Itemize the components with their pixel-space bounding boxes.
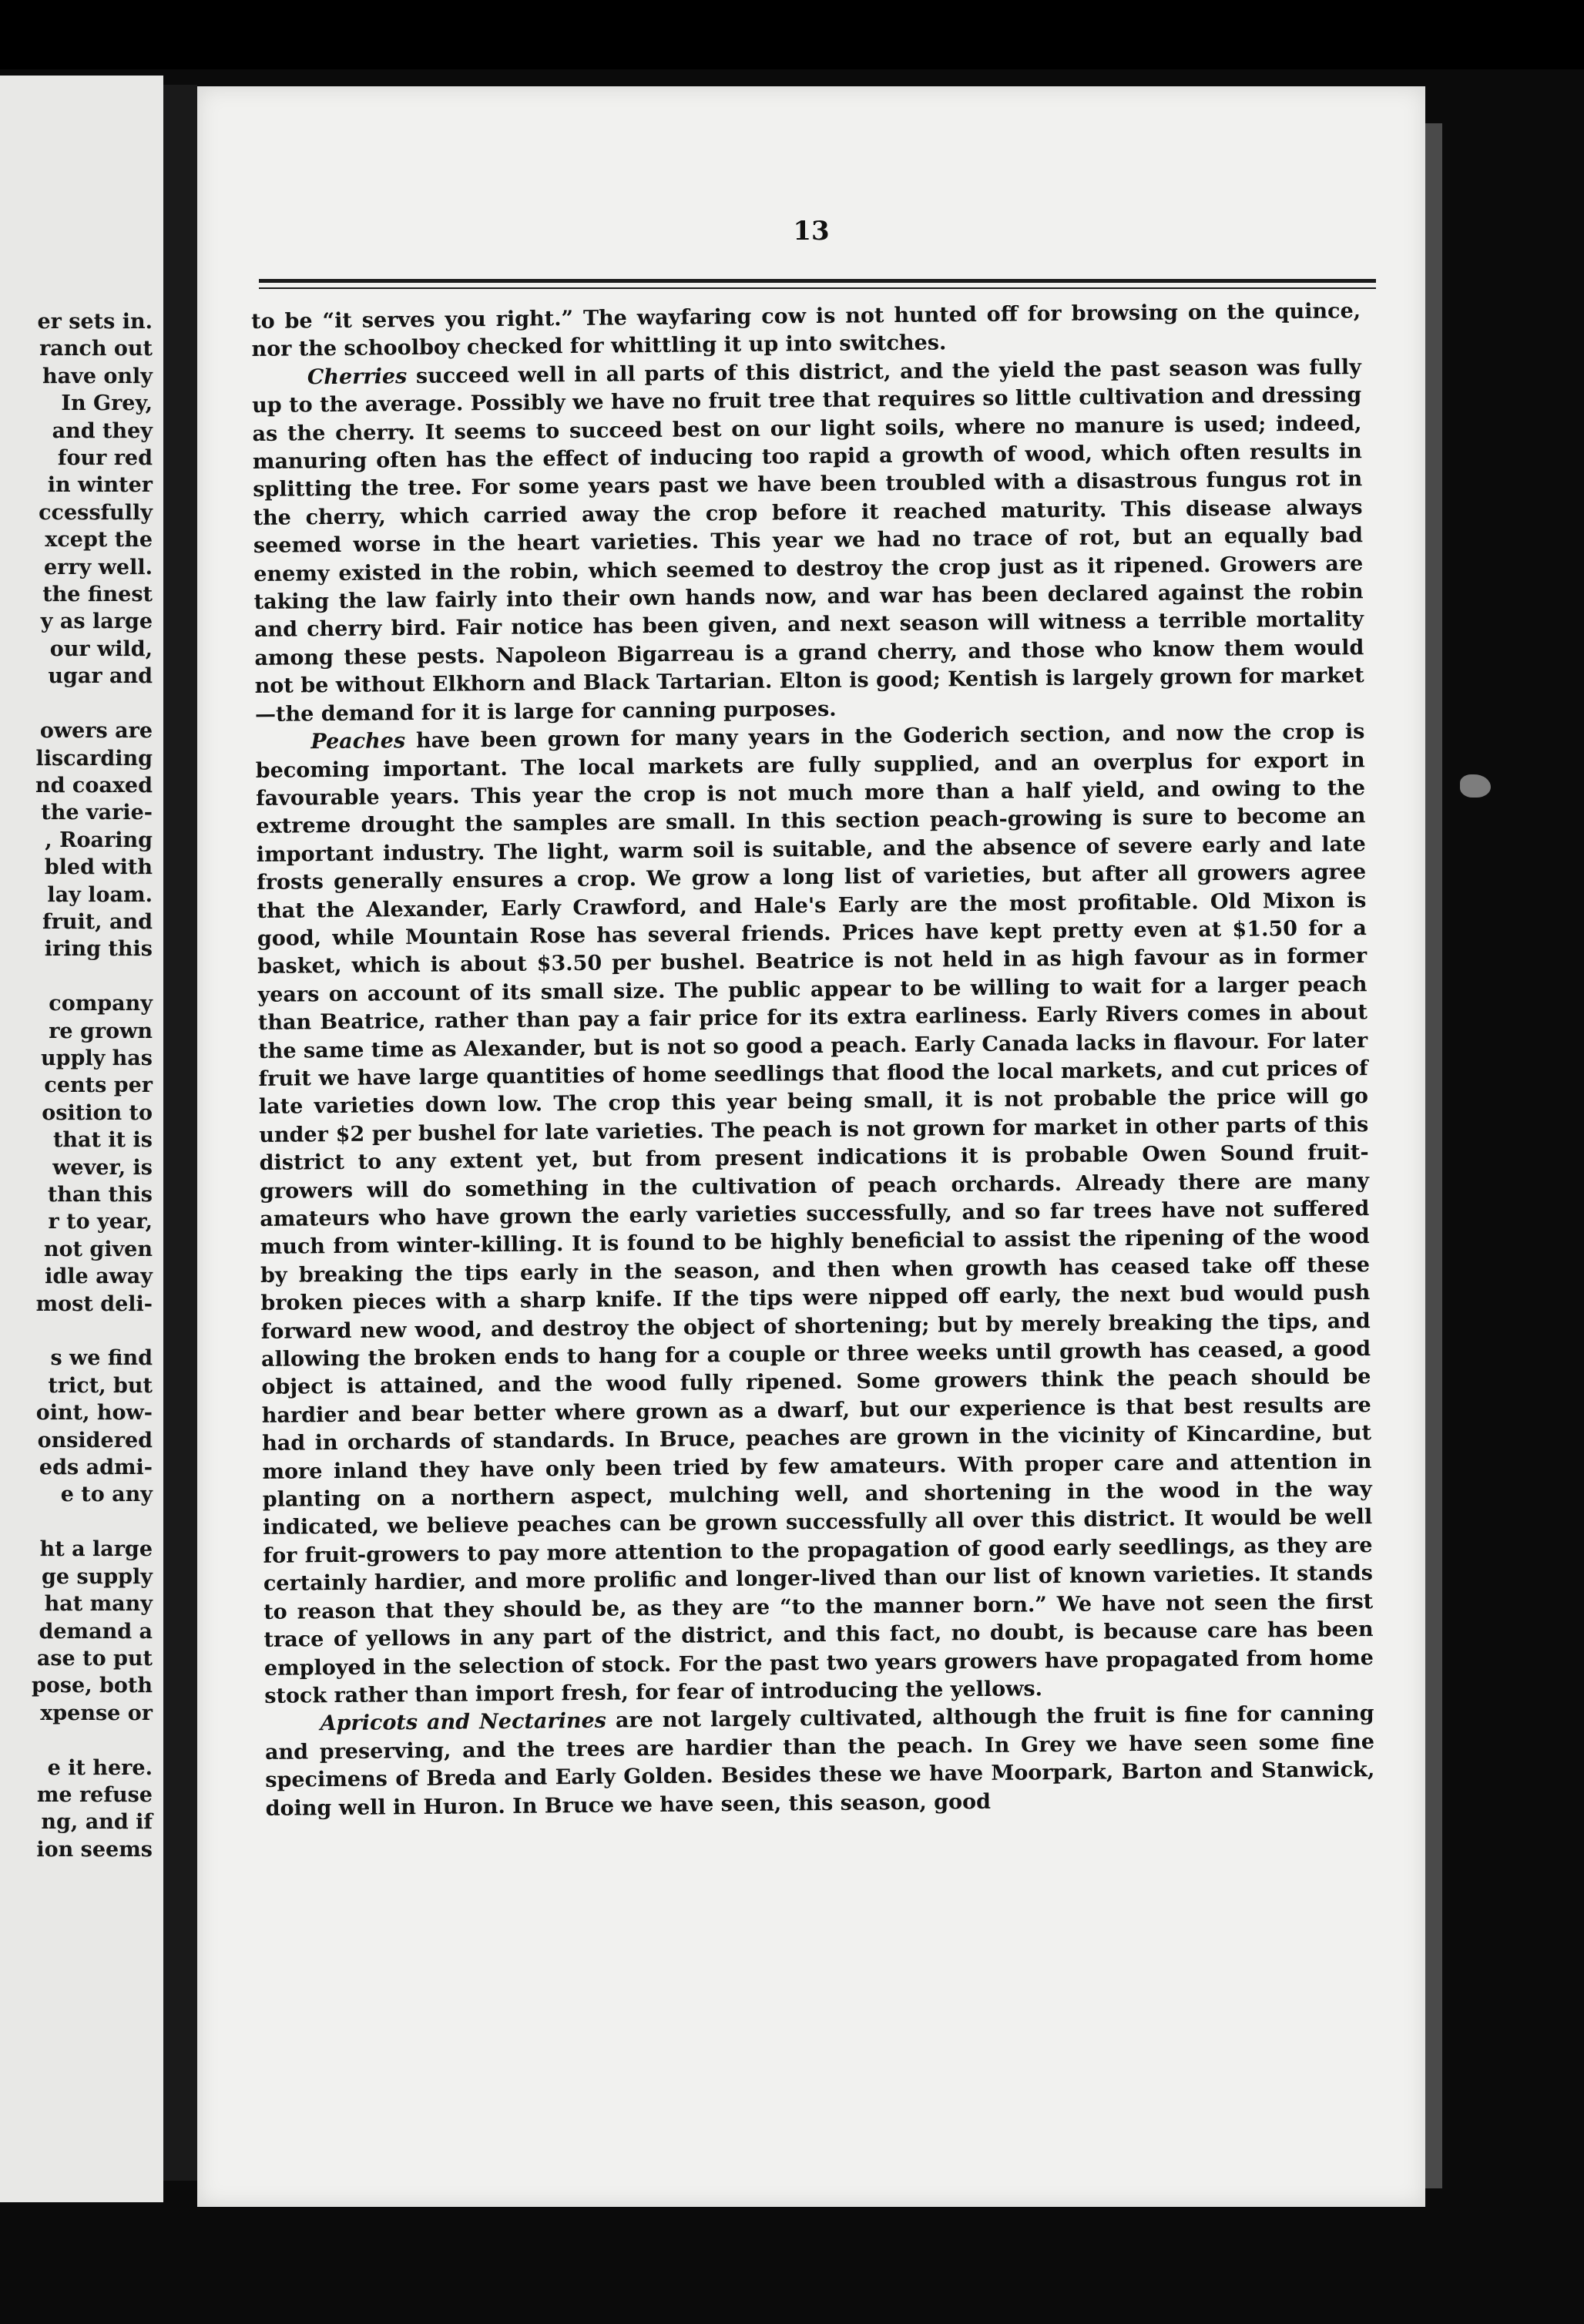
facing-page-line: cents per (44, 1073, 153, 1098)
facing-page-line: nd coaxed (35, 773, 153, 798)
facing-page-line: the varie- (41, 801, 153, 825)
facing-page-line: wever, is (52, 1155, 153, 1180)
facing-page-line: ranch out (39, 337, 153, 361)
facing-page-line: e to any (60, 1483, 153, 1507)
facing-page-line: me refuse (36, 1782, 153, 1807)
facing-page-line: ccessfully (39, 500, 153, 525)
facing-page-line: hat many (44, 1592, 153, 1617)
facing-page-line: oint, how- (35, 1401, 153, 1426)
facing-page-line: ht a large (39, 1537, 153, 1562)
facing-page-line: e it here. (47, 1755, 153, 1780)
facing-page-line: er sets in. (37, 310, 153, 334)
facing-page-line: idle away (45, 1264, 153, 1289)
header-rule-thick (259, 279, 1376, 283)
facing-page-line: most deli- (35, 1291, 153, 1316)
facing-page-line: our wild, (49, 636, 153, 661)
facing-page-line (0, 1318, 153, 1345)
facing-page-line: four red (57, 446, 153, 471)
facing-page-line: eds admi- (39, 1456, 153, 1480)
paragraph-apricots-nectarines (264, 1700, 1374, 1822)
facing-page-line: fruit, and (42, 909, 153, 934)
facing-page-line: onsidered (37, 1428, 153, 1452)
facing-page-line: bled with (44, 855, 153, 880)
facing-page-line: xpense or (40, 1701, 153, 1725)
header-rule-thin (259, 287, 1376, 289)
facing-page-line: that it is (52, 1128, 153, 1153)
facing-page-line: pose, both (31, 1674, 153, 1698)
facing-page-line: iring this (44, 937, 153, 962)
facing-page-line (0, 963, 153, 990)
facing-page-line: , Roaring (45, 828, 153, 852)
paragraph-peaches (255, 718, 1374, 1711)
facing-page-line: have only (42, 364, 153, 388)
facing-page-line: ugar and (48, 664, 153, 689)
facing-page-line: osition to (42, 1100, 153, 1125)
scan-debris (1460, 774, 1491, 798)
facing-page-line: erry well. (43, 555, 153, 579)
facing-page-line: than this (47, 1183, 153, 1207)
paragraph-continuation (251, 297, 1361, 364)
facing-page-line: in winter (47, 473, 153, 498)
facing-page-line: upply has (40, 1046, 153, 1070)
facing-page-line: r to year, (48, 1210, 153, 1234)
facing-page-line: demand a (39, 1619, 153, 1644)
facing-page-line: s we find (50, 1346, 153, 1371)
paragraph-text: have been grown for many years in the Goderich section, and now the crop is becoming important. The local markets are fully supplied, and an overplus for export in favourable years. This year the crop is not much more than a half yield, and owing to the extreme drought the samples are small. In this section peach-growing is sure to become an important industry. The light, warm soil is suitable, and the absence of severe early and late frosts generally ensures a crop. We grow a long list of varieties, but after all growers agree that the Alexander, Early Crawford, and Hale's Early are the most profitable. Old Mixon is good, while Mountain Rose has several friends. Prices have kept pretty even at $1.50 for a basket, which is about $3.50 per bushel. Beatrice is not held in as high favour as in former years on account of its small size. The public appear to be willing to wait for a larger peach than Beatrice, rather than pay a fair price for its extra earliness. Early Rivers comes in about the same time as Alexander, but is not so good a peach. Early Canada lacks in flavour. For later fruit we have large quantities of home seedlings that flood the local markets, and cut prices of late varieties down low. The crop this year being small, it is not probable the price will go under $2 per bushel for late varieties. The peach is not grown for market in other parts of this district to any extent yet, but from present indications it is probable Owen Sound fruit-growers will do something in the cultivation of peach orchards. Already there are many amateurs who have grown the early varieties successfully, and so far trees have not suffered much from winter-killing. It is found to be highly beneficial to assist the ripening of the wood by breaking the tips early in the season, and then when growth has ceased take off these broken pieces with a sharp knife. If the tips were nipped off early, the next bud would push forward new wood, and destroy the object of shortening; but by merely breaking the tips, and allowing the broken ends to hang for a couple or three weeks until growth has ceased, a good object is attained, and the wood fully ripened. Some growers think the peach should be hardier and bear better where grown as a dwarf, but our experience is that best results are had in orchards of standards. In Bruce, peaches are grown in the vicinity of Kincardine, but more inland they have only been tried by few amateurs. With proper care and attention in planting on a northern aspect, mulching well, and shortening in the wood in the way indicated, we believe peaches can be grown successfully all over this district. It would be well for fruit-growers to pay more attention to the propagation of good early seedlings, as they are certainly hardier, and more prolific and longer-lived than our list of known varieties. It stands to reason that they should be, as they are “to the manner born.” We have not seen the first trace of yellows in any part of the district, and this fact, no doubt, is because care has been employed in the selection of stock. For the past two years growers have propagated from home stock rather than import fresh, for fear of introducing the yellows. (255, 720, 1374, 1708)
facing-page-line: company (49, 992, 153, 1016)
facing-page-line (0, 1727, 153, 1754)
facing-page-line: y as large (40, 610, 153, 634)
scan-top-border (0, 0, 1584, 69)
facing-page-line: In Grey, (61, 391, 153, 416)
facing-page-line: ng, and if (41, 1810, 153, 1835)
book-gutter (163, 85, 197, 2181)
facing-page-line: the finest (42, 583, 153, 607)
paragraph-lead: Cherries (307, 364, 408, 390)
facing-page-line: ge supply (42, 1564, 153, 1589)
facing-page-line: xcept the (45, 528, 153, 552)
facing-page-line: liscarding (35, 746, 153, 771)
page-edge-shadow (1425, 123, 1442, 2188)
paragraph-cherries (252, 354, 1364, 729)
paragraph-text: are not largely cultivated, although the fruit is fine for canning and preserving, and the trees are hardier than the peach. In Grey we have seen some fine specimens of Breda and Early Golden. Besides these we have Moorpark, Barton and Stanwick, doing well in Huron. In Bruce we have seen, this season, good (264, 1701, 1375, 1821)
facing-page-line: and they (52, 418, 153, 443)
paragraph-lead: Peaches (310, 729, 406, 754)
book-page (197, 86, 1425, 2207)
page-number: 13 (793, 216, 830, 247)
facing-page-text (0, 308, 153, 1863)
facing-page-line: owers are (39, 719, 153, 744)
facing-page-line: ase to put (36, 1646, 153, 1671)
facing-page-fragment (0, 76, 163, 2202)
paragraph-lead: Apricots and Nectarines (320, 1708, 607, 1736)
facing-page-line (0, 690, 153, 717)
facing-page-line: lay loam. (47, 882, 153, 907)
facing-page-line: not given (43, 1237, 153, 1261)
facing-page-line: re grown (49, 1019, 153, 1043)
facing-page-line: ion seems (36, 1837, 153, 1862)
paragraph-text: succeed well in all parts of this district, and the yield the past season was fully up to the average. Possibly we have no fruit tree that requires so little cultivation and dressing as the cherry. It seems to succeed best on our light soils, where no manure is used; indeed, manuring often has the effect of inducing too rapid a growth of wood, which often results in splitting the tree. For some years past we have been troubled with a disastrous fungus rot in the cherry, which carried away the crop before it reached maturity. This disease always seemed worse in the heart varieties. This year we had no trace of rot, but an equally bad enemy existed in the robin, which seemed to destroy the crop just as it ripened. Growers are taking the law fairly into their own hands now, and war has been declared against the robin and cherry bird. Fair notice has been given, and next season will witness a terrible mortality among these pests. Napoleon Bigarreau is a grand cherry, and those who know them would not be without Elkhorn and Black Tartarian. Elton is good; Kentish is largely grown for market—the demand for it is large for canning purposes. (252, 354, 1364, 727)
facing-page-line: trict, but (48, 1373, 153, 1398)
facing-page-line (0, 1509, 153, 1536)
paragraph-text: to be “it serves you right.” The wayfaring cow is not hunted off for browsing on the quince, nor the schoolboy checked for whittling it up into switches. (251, 299, 1361, 362)
page-body-text (251, 297, 1375, 1823)
